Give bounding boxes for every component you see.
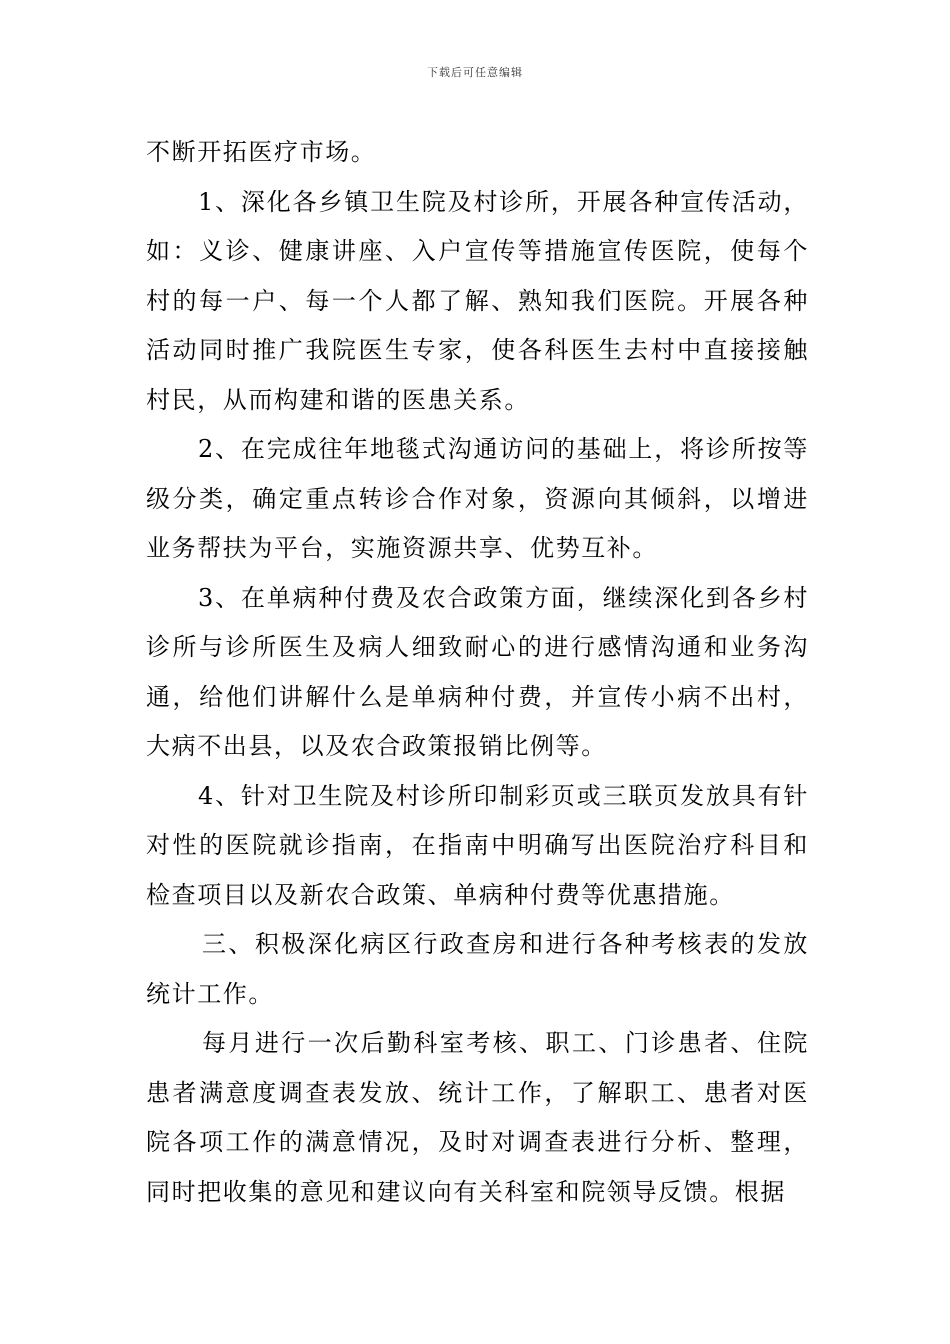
paragraph-monthly-survey: 每月进行一次后勤科室考核、职工、门诊患者、住院患者满意度调查表发放、统计工作，了解职工、患者对医院各项工作的满意情况，及时对调查表进行分析、整理，同时把收集的意见和建议向有关科室和院领导反馈。根据: [146, 1029, 809, 1206]
paragraph-item-3: 3、在单病种付费及农合政策方面，继续深化到各乡村诊所与诊所医生及病人细致耐心的进行感情沟通和业务沟通，给他们讲解什么是单病种付费，并宣传小病不出村，大病不出县，以及农合政策报销比例等。: [146, 583, 809, 760]
paragraph-item-2: 2、在完成往年地毯式沟通访问的基础上，将诊所按等级分类，确定重点转诊合作对象，资源向其倾斜，以增进业务帮扶为平台，实施资源共享、优势互补。: [146, 435, 809, 562]
page-header: 下载后可任意编辑: [427, 66, 523, 79]
paragraph-continuation: 不断开拓医疗市场。: [146, 138, 377, 166]
document-body: [146, 128, 809, 1217]
paragraph-item-4: 4、针对卫生院及村诊所印制彩页或三联页发放具有针对性的医院就诊指南，在指南中明确写出医院治疗科目和检查项目以及新农合政策、单病种付费等优惠措施。: [146, 781, 809, 909]
section-heading-3: 三、积极深化病区行政查房和进行各种考核表的发放统计工作。: [146, 930, 809, 1008]
paragraph-item-1: 1、深化各乡镇卫生院及村诊所，开展各种宣传活动，如：义诊、健康讲座、入户宣传等措施宣传医院，使每个村的每一户、每一个人都了解、熟知我们医院。开展各种活动同时推广我院医生专家，使各科医生去村中直接接触村民，从而构建和谐的医患关系。: [146, 187, 809, 414]
